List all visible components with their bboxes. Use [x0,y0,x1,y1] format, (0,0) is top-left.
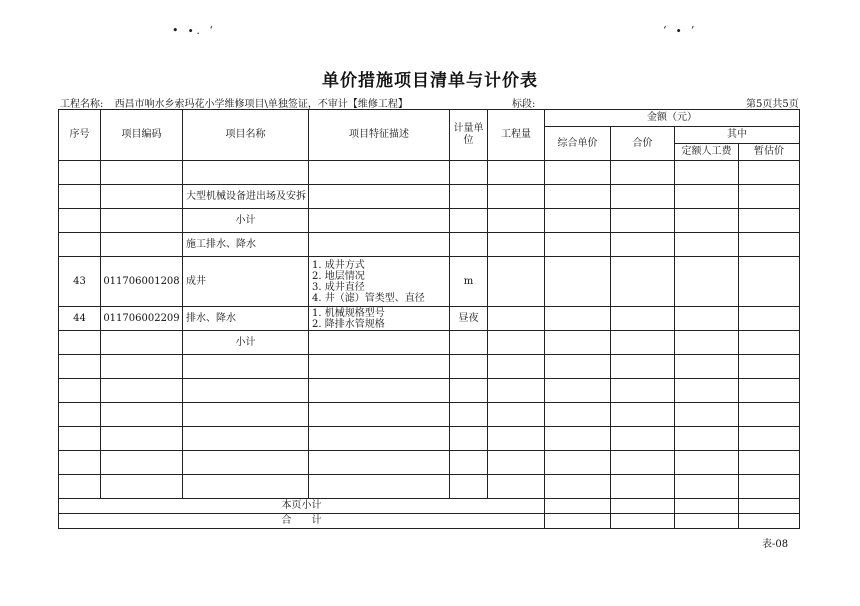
page-title: 单价措施项目清单与计价表 [322,71,538,91]
row-unit [450,209,488,233]
row-unit [450,451,488,475]
table-row [59,475,800,499]
row-unit-price [545,475,611,499]
row-provisional [739,331,800,355]
header-qty: 工程量 [488,110,545,161]
row-labor [675,161,739,185]
row-code [101,355,183,379]
row-unit [450,475,488,499]
row-labor [675,233,739,257]
table-row [59,427,800,451]
row-total [611,331,675,355]
project-name: 西昌市响水乡索玛花小学维修项目\单独签证，不审计【维修工程】 [114,99,408,110]
row-name [183,475,309,499]
header-labor: 定额人工费 [675,144,739,161]
row-labor [675,475,739,499]
row-qty [488,185,545,209]
desc-line: 4. 井（滤）管类型、直径 [312,292,425,304]
grand-total-label: 合 计 [59,514,545,529]
scan-mark-right: ‘ ∙ ’ [663,24,698,37]
header-provisional: 暂估价 [739,144,800,161]
row-provisional [739,209,800,233]
row-qty [488,257,545,307]
desc-line: 2. 地层情况 [312,270,365,282]
row-qty [488,355,545,379]
row-qty [488,475,545,499]
row-unit [450,331,488,355]
row-provisional [739,403,800,427]
row-seq [59,451,101,475]
table-cell [611,514,675,529]
table-cell [739,514,800,529]
row-unit-price [545,161,611,185]
row-name [183,427,309,451]
row-total [611,427,675,451]
row-name: 成井 [183,257,309,307]
row-provisional [739,185,800,209]
row-name: 排水、降水 [183,307,309,331]
row-qty [488,331,545,355]
row-name: 小计 [183,331,309,355]
table-row [59,307,800,331]
table-cell [739,499,800,514]
table-cell [675,499,739,514]
row-desc [309,307,450,331]
scan-mark-left: • ∙. ‘ [172,24,216,37]
table-cell [675,514,739,529]
row-name: 小计 [183,209,309,233]
row-qty [488,209,545,233]
row-seq [59,355,101,379]
row-unit-price [545,257,611,307]
row-qty [488,233,545,257]
row-labor [675,403,739,427]
row-desc [309,331,450,355]
row-qty [488,427,545,451]
row-unit: 昼夜 [450,307,488,331]
table-row [59,257,800,307]
row-desc [309,379,450,403]
row-unit-price [545,403,611,427]
row-seq [59,233,101,257]
row-total [611,233,675,257]
page-info: 第5页共5页 [746,99,799,110]
row-qty [488,403,545,427]
row-desc [309,209,450,233]
row-unit-price [545,307,611,331]
row-seq: 44 [59,307,101,331]
row-seq [59,185,101,209]
row-name [183,161,309,185]
header-code: 项目编码 [101,110,183,161]
row-code [101,427,183,451]
row-unit-price [545,233,611,257]
table-row [59,451,800,475]
row-qty [488,451,545,475]
row-code [101,331,183,355]
row-seq: 43 [59,257,101,307]
row-desc [309,403,450,427]
row-code [101,209,183,233]
row-code [101,379,183,403]
header-desc: 项目特征描述 [309,110,450,161]
row-desc [309,161,450,185]
desc-line: 2. 降排水管规格 [312,318,385,330]
page-subtotal-label: 本页小计 [59,499,545,514]
row-total [611,475,675,499]
row-labor [675,257,739,307]
row-labor [675,209,739,233]
row-desc [309,233,450,257]
row-total [611,355,675,379]
row-desc [309,451,450,475]
row-seq [59,475,101,499]
table-row [59,161,800,185]
header-name: 项目名称 [183,110,309,161]
table-row [59,185,800,209]
row-unit-price [545,379,611,403]
header-amount: 金额（元） [545,110,800,127]
row-total [611,379,675,403]
row-unit-price [545,355,611,379]
row-unit [450,379,488,403]
row-seq [59,331,101,355]
row-code: 011706002209 [101,307,183,331]
table-body [59,161,800,499]
row-labor [675,331,739,355]
header-seq: 序号 [59,110,101,161]
row-name: 大型机械设备进出场及安拆 [183,185,309,209]
row-seq [59,161,101,185]
row-desc [309,427,450,451]
table-row [59,233,800,257]
row-unit-price [545,451,611,475]
row-total [611,451,675,475]
row-name [183,355,309,379]
row-code: 011706001208 [101,257,183,307]
row-seq [59,403,101,427]
row-name: 施工排水、降水 [183,233,309,257]
table-cell [545,499,611,514]
row-provisional [739,427,800,451]
row-total [611,257,675,307]
header-total: 合价 [611,127,675,161]
row-unit [450,427,488,451]
table-row [59,209,800,233]
page-subtotal-row [59,499,800,514]
row-labor [675,427,739,451]
row-code [101,451,183,475]
row-provisional [739,451,800,475]
row-code [101,185,183,209]
row-total [611,209,675,233]
row-unit [450,233,488,257]
row-code [101,403,183,427]
row-desc [309,257,450,307]
row-provisional [739,161,800,185]
header-unit-price: 综合单价 [545,127,611,161]
row-provisional [739,355,800,379]
row-provisional [739,257,800,307]
row-labor [675,185,739,209]
row-total [611,403,675,427]
row-labor [675,379,739,403]
row-unit [450,185,488,209]
row-desc [309,355,450,379]
row-unit-price [545,331,611,355]
row-labor [675,451,739,475]
header-unit: 计量单位 [450,110,488,161]
row-unit [450,355,488,379]
row-code [101,233,183,257]
row-unit [450,403,488,427]
header-row-1 [59,110,800,127]
header-of-which: 其中 [675,127,800,144]
table-cell [611,499,675,514]
row-labor [675,355,739,379]
desc-line: 3. 成井直径 [312,281,365,293]
row-code [101,475,183,499]
desc-line: 1. 成井方式 [312,259,365,271]
row-total [611,161,675,185]
table-row [59,355,800,379]
table-cell [545,514,611,529]
row-unit-price [545,209,611,233]
row-unit-price [545,185,611,209]
row-seq [59,379,101,403]
table-row [59,379,800,403]
row-provisional [739,307,800,331]
row-code [101,161,183,185]
row-qty [488,307,545,331]
form-code: 表-08 [762,539,789,550]
row-provisional [739,379,800,403]
row-provisional [739,475,800,499]
row-unit [450,161,488,185]
row-labor [675,307,739,331]
row-unit: m [450,257,488,307]
row-total [611,307,675,331]
row-qty [488,161,545,185]
row-seq [59,427,101,451]
row-provisional [739,233,800,257]
row-name [183,403,309,427]
row-desc [309,185,450,209]
row-seq [59,209,101,233]
row-unit-price [545,427,611,451]
project-label: 工程名称: [60,99,104,110]
section-label: 标段: [512,99,536,110]
project-info [60,95,408,110]
row-name [183,451,309,475]
row-total [611,185,675,209]
table-row [59,331,800,355]
row-qty [488,379,545,403]
grand-total-row [59,514,800,529]
row-name [183,379,309,403]
table-row [59,403,800,427]
row-desc [309,475,450,499]
measures-table [58,109,800,529]
desc-line: 1. 机械规格型号 [312,307,385,319]
